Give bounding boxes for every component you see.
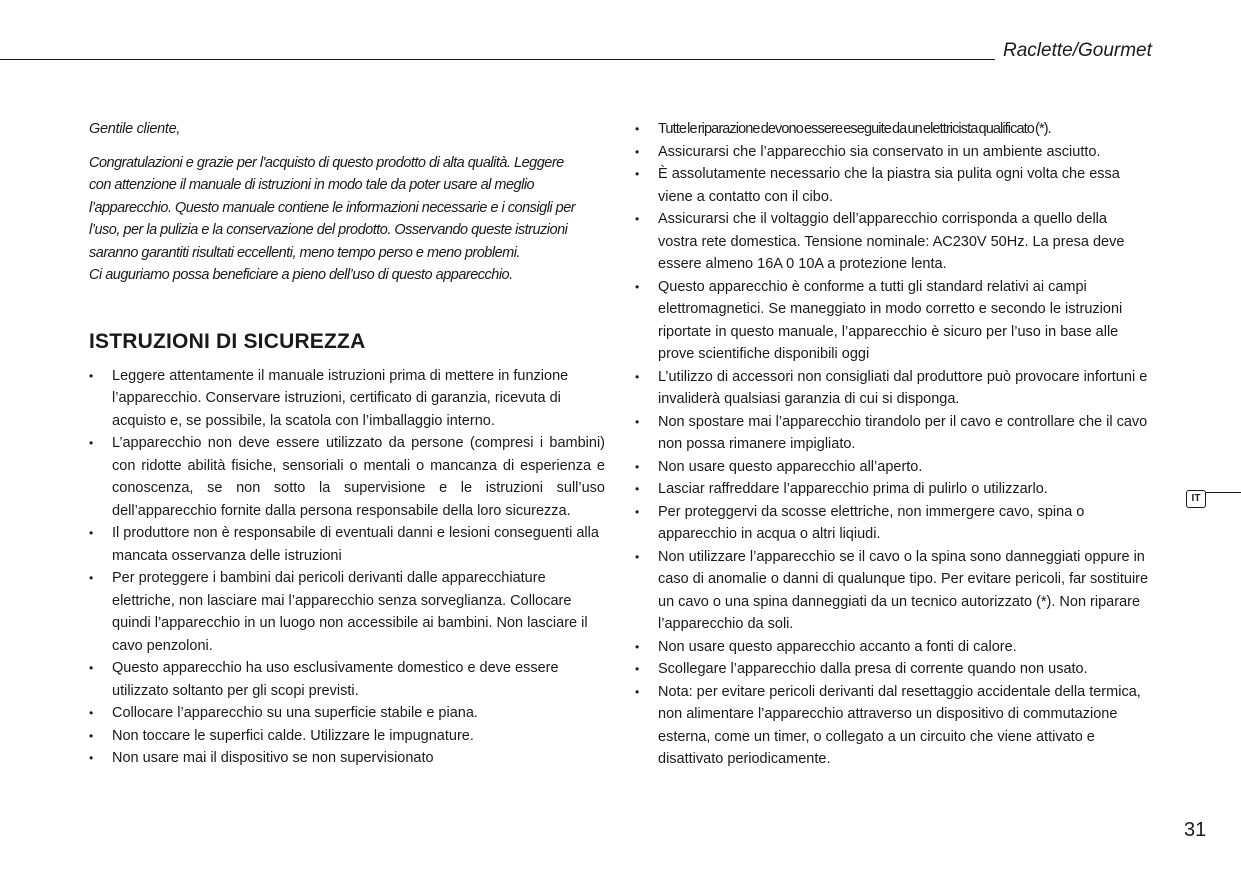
safety-list-right <box>635 118 1150 771</box>
intro-line: Congratulazioni e grazie per l'acquisto di questo prodotto di alta qualità. Leggere <box>89 154 564 171</box>
right-column <box>635 118 1150 771</box>
left-column <box>89 118 605 770</box>
safety-list-left <box>89 365 605 770</box>
list-item: • Non usare questo apparecchio all’aperto. <box>635 456 1150 479</box>
language-tab-rule <box>1206 492 1241 493</box>
list-item: • Non usare mai il dispositivo se non supervisionato <box>89 747 605 770</box>
list-item: • Non utilizzare l’apparecchio se il cavo o la spina sono danneggiati oppure in caso di anomalie o danni di qualunque tipo. Per evitare pericoli, far sostituire un cavo o una spina danneggiati da un tecnico autorizzato (*). Non riparare l’apparecchio da soli. <box>635 546 1150 636</box>
list-item: • L’utilizzo di accessori non consigliati dal produttore può provocare infortuni e invaliderà qualsiasi garanzia di cui si disponga. <box>635 366 1150 411</box>
intro-line: l’apparecchio. Questo manuale contiene le informazioni necessarie e i consigli per <box>89 199 576 216</box>
list-item: • Lasciar raffreddare l’apparecchio prima di pulirlo o utilizzarlo. <box>635 478 1150 501</box>
list-item: • Per proteggere i bambini dai pericoli derivanti dalle apparecchiature elettriche, non lasciare mai l’apparecchio senza sorveglianza. Collocare quindi l’apparecchio in un luogo non accessibile ai bambini. Non lasciare il cavo penzoloni. <box>89 567 605 657</box>
header-title: Raclette/Gourmet <box>1003 40 1152 61</box>
list-item: • L’apparecchio non deve essere utilizzato da persone (compresi i bambini) con ridotte abilità fisiche, sensoriali o mentali o mancanza di esperienza e conoscenza, se non sotto la supervisione e le istruzioni sull’uso dell’apparecchio fornite dalla persona responsabile della loro sicurezza. <box>89 432 605 522</box>
list-item: • Tutte le riparazione devono essere eseguite da un elettricista qualificato (*). <box>635 118 1150 141</box>
list-item: • Il produttore non è responsabile di eventuali danni e lesioni conseguenti alla mancata osservanza delle istruzioni <box>89 522 605 567</box>
list-item: • Assicurarsi che l’apparecchio sia conservato in un ambiente asciutto. <box>635 141 1150 164</box>
section-title: ISTRUZIONI DI SICUREZZA <box>89 329 366 353</box>
list-item: • Nota: per evitare pericoli derivanti dal resettaggio accidentale della termica, non alimentare l’apparecchio attraverso un dispositivo di commutazione esterna, come un timer, o collegato a un circuito che viene attivato e disattivato periodicamente. <box>635 681 1150 771</box>
list-item: • È assolutamente necessario che la piastra sia pulita ogni volta che essa viene a contatto con il cibo. <box>635 163 1150 208</box>
greeting: Gentile cliente, <box>89 121 181 137</box>
list-item: • Non spostare mai l’apparecchio tirandolo per il cavo e controllare che il cavo non possa rimanere impigliato. <box>635 411 1150 456</box>
intro-line: saranno garantiti risultati eccellenti, meno tempo perso e meno problemi. <box>89 244 520 261</box>
list-item: • Non usare questo apparecchio accanto a fonti di calore. <box>635 636 1150 659</box>
intro-line: l’uso, per la pulizia e la conservazione del prodotto. Osservando queste istruzioni <box>89 222 568 238</box>
list-item: • Questo apparecchio è conforme a tutti gli standard relativi ai campi elettromagnetici. Se maneggiato in modo corretto e secondo le istruzioni riportate in questo manuale, l’apparecchio è sicuro per l’uso in base alle prove scientifiche disponibili oggi <box>635 276 1150 366</box>
list-item: • Non toccare le superfici calde. Utilizzare le impugnature. <box>89 725 605 748</box>
list-item: • Questo apparecchio ha uso esclusivamente domestico e deve essere utilizzato soltanto per gli scopi previsti. <box>89 657 605 702</box>
page-number: 31 <box>1184 819 1207 841</box>
intro-line: Ci auguriamo possa beneficiare a pieno dell’uso di questo apparecchio. <box>89 267 513 283</box>
list-item: • Collocare l’apparecchio su una superficie stabile e piana. <box>89 702 605 725</box>
list-item: • Leggere attentamente il manuale istruzioni prima di mettere in funzione l’apparecchio. Conservare istruzioni, certificato di garanzia, ricevuta di acquisto e, se possibile, la scatola con l’imballaggio interno. <box>89 365 605 433</box>
list-item: • Scollegare l’apparecchio dalla presa di corrente quando non usato. <box>635 658 1150 681</box>
intro-line: con attenzione il manuale di istruzioni in modo tale da poter usare al meglio <box>89 177 535 193</box>
intro-paragraph <box>89 152 605 287</box>
list-item: • Per proteggervi da scosse elettriche, non immergere cavo, spina o apparecchio in acqua o altri liqiudi. <box>635 501 1150 546</box>
header-rule <box>0 59 995 60</box>
language-tab: IT <box>1186 490 1206 508</box>
list-item: • Assicurarsi che il voltaggio dell’apparecchio corrisponda a quello della vostra rete domestica. Tensione nominale: AC230V 50Hz. La presa deve essere almeno 16A 0 10A a protezione lenta. <box>635 208 1150 276</box>
